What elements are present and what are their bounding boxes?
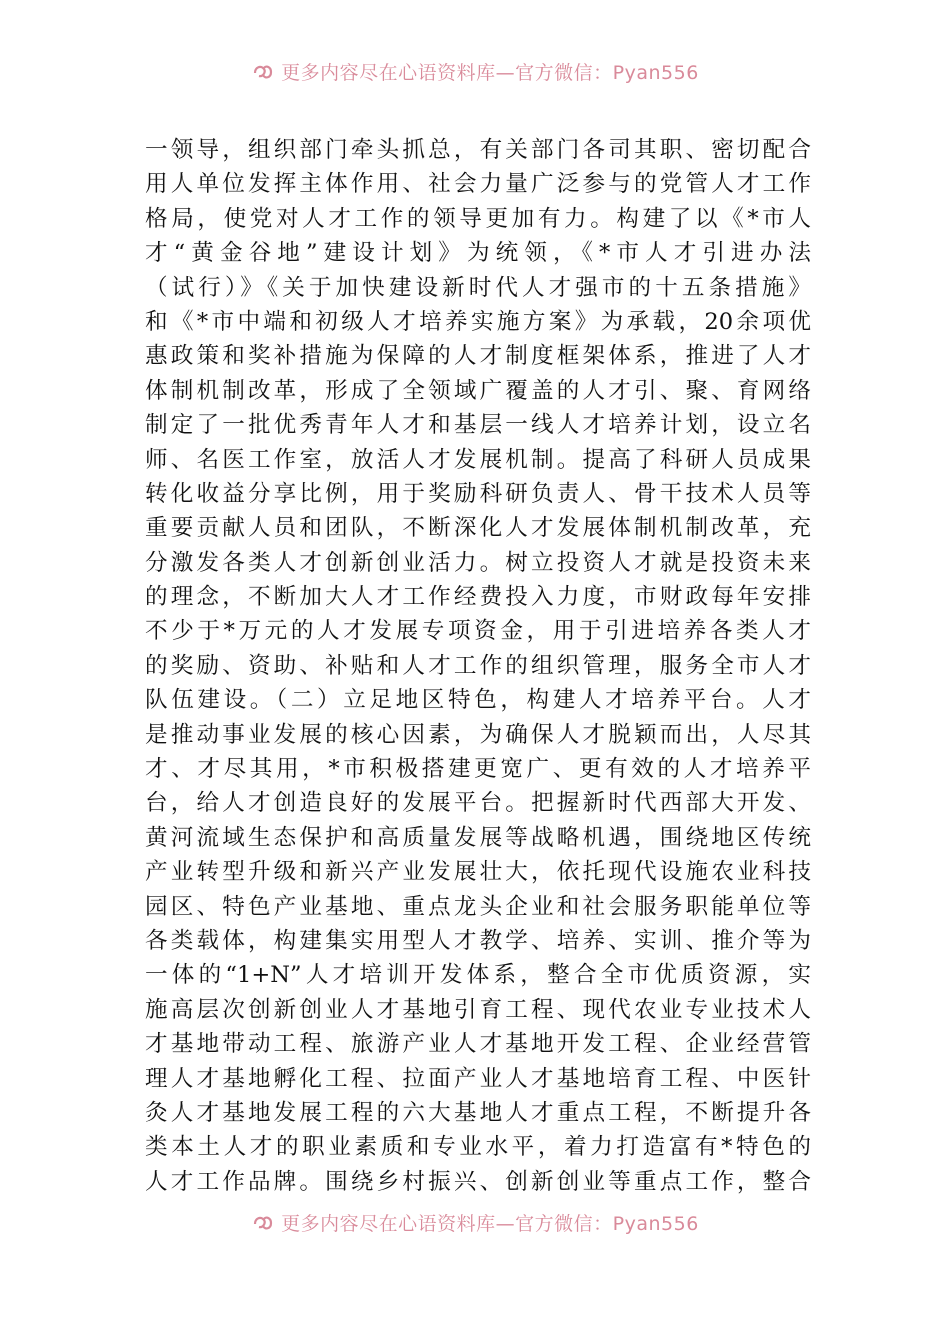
text-line: 惠政策和奖补措施为保障的人才制度框架体系，推进了人才 (145, 343, 811, 370)
text-line: 和《*市中端和初级人才培养实施方案》为承载，20余项优 (145, 308, 811, 335)
text-line: 一领导，组织部门牵头抓总，有关部门各司其职、密切配合 (145, 137, 811, 163)
text-line: 不少于*万元的人才发展专项资金，用于引进培养各类人才 (145, 618, 811, 645)
text-line: 用人单位发挥主体作用、社会力量广泛参与的党管人才工作 (145, 171, 811, 198)
text-line: 才“黄金谷地”建设计划》为统领，《*市人才引进办法 (145, 240, 811, 267)
watermark-logo-icon (251, 1210, 275, 1234)
text-line: 人才工作品牌。围绕乡村振兴、创新创业等重点工作，整合 (145, 1168, 811, 1195)
text-line: 的理念，不断加大人才工作经费投入力度，市财政每年安排 (145, 584, 811, 611)
text-line: 理人才基地孵化工程、拉面产业人才基地培育工程、中医针 (145, 1065, 811, 1092)
text-line: 师、名医工作室，放活人才发展机制。提高了科研人员成果 (145, 446, 811, 473)
text-line: 队伍建设。（二）立足地区特色，构建人才培养平台。人才 (145, 687, 811, 714)
text-line: 类本土人才的职业素质和专业水平，着力打造富有*特色的 (145, 1134, 811, 1161)
text-line: （试行）》《关于加快建设新时代人才强市的十五条措施》 (145, 274, 811, 301)
text-line: 格局，使党对人才工作的领导更加有力。构建了以《*市人 (145, 205, 811, 232)
text-line: 各类载体，构建集实用型人才教学、培养、实训、推介等为 (145, 927, 811, 954)
text-line: 体制机制改革，形成了全领域广覆盖的人才引、聚、育网络 (145, 377, 811, 404)
watermark-logo-icon (251, 59, 275, 83)
text-line: 才基地带动工程、旅游产业人才基地开发工程、企业经营管 (145, 1031, 811, 1058)
text-line: 台，给人才创造良好的发展平台。把握新时代西部大开发、 (145, 790, 811, 817)
text-line: 灸人才基地发展工程的六大基地人才重点工程，不断提升各 (145, 1099, 811, 1126)
watermark-text: 更多内容尽在心语资料库—官方微信：Pyan556 (281, 1212, 699, 1235)
text-line: 是推动事业发展的核心因素，为确保人才脱颖而出，人尽其 (145, 721, 811, 748)
text-line: 制定了一批优秀青年人才和基层一线人才培养计划，设立名 (145, 412, 811, 439)
text-line: 才、才尽其用，*市积极搭建更宽广、更有效的人才培养平 (145, 756, 811, 783)
text-line: 转化收益分享比例，用于奖励科研负责人、骨干技术人员等 (145, 480, 811, 507)
watermark-footer (0, 1207, 950, 1237)
text-line: 重要贡献人员和团队，不断深化人才发展体制机制改革，充 (145, 515, 811, 542)
text-line: 园区、特色产业基地、重点龙头企业和社会服务职能单位等 (145, 893, 811, 920)
document-body (145, 133, 811, 1199)
text-line: 施高层次创新创业人才基地引育工程、现代农业专业技术人 (145, 996, 811, 1023)
text-line: 一体的“1+N”人才培训开发体系，整合全市优质资源，实 (145, 962, 811, 989)
text-line: 产业转型升级和新兴产业发展壮大，依托现代设施农业科技 (145, 859, 811, 886)
text-line: 黄河流域生态保护和高质量发展等战略机遇，围绕地区传统 (145, 824, 811, 851)
watermark-text: 更多内容尽在心语资料库—官方微信：Pyan556 (281, 61, 699, 84)
watermark-header (0, 56, 950, 86)
text-line: 分激发各类人才创新创业活力。树立投资人才就是投资未来 (145, 549, 811, 576)
text-line: 的奖励、资助、补贴和人才工作的组织管理，服务全市人才 (145, 652, 811, 679)
